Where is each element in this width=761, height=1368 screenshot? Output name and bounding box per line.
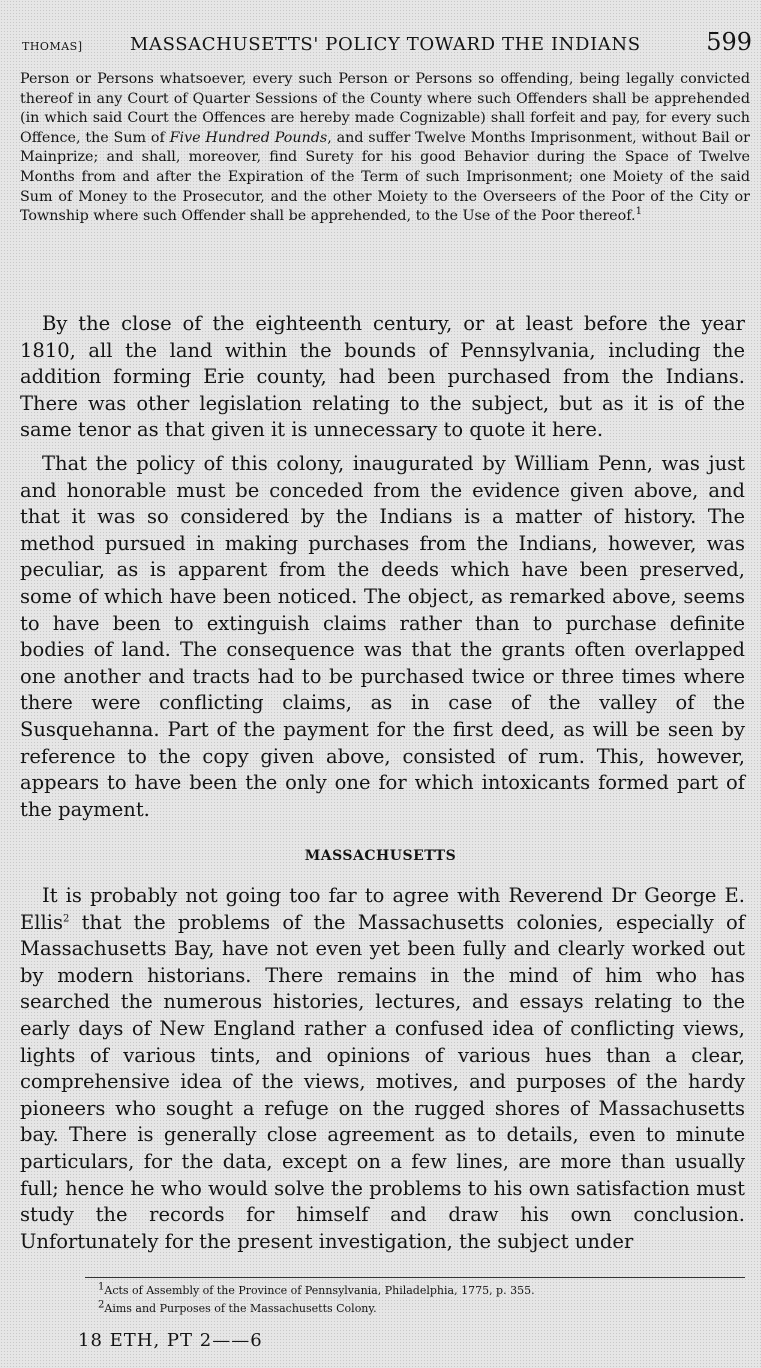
quote-text-part2: , and suffer Twelve Months Imprisonment, without Bail or Mainprize; and shall, moreover, find Surety for his good Behavior during the Space of Twelve Months from and after the Expiration of the Term of such Imprisonment; one Moiety of the said Sum of Money to the Prosecutor, and the other Moiety to the Overseers of the Poor of the City or Township where such Offender shall be apprehended, to the Use of the Poor thereof. [20,129,750,225]
printer-signature: 18 ETH, PT 2——6 [78,1330,263,1351]
footnote-marker: 1 [98,1281,105,1293]
footnote-text: Acts of Assembly of the Province of Pennsylvania, Philadelphia, 1775, p. 355. [104,1284,535,1297]
footnote-text: Aims and Purposes of the Massachusetts Colony. [104,1302,377,1315]
paragraph-text: That the policy of this colony, inaugurated by William Penn, was just and honorable must be conceded from the evidence given above, and that it was so considered by the Indians is a matter of history. The method pursued in making purchases from the Indians, however, was peculiar, as is apparent from the deeds which have been preserved, some of which have been noticed. The object, as remarked above, seems to have been to extinguish claims rather than to purchase definite bodies of land. The consequence was that the grants often overlapped one another and tracts had to be purchased twice or three times where there were conflicting claims, as in case of the valley of the Susquehanna. Part of the payment for the first deed, as will be seen by reference to the copy given above, consisted of rum. This, however, appears to have been the only one for which intoxicants formed part of the payment. [20,452,745,821]
paragraph-pennsylvania-land [20,311,745,444]
page-number: 599 [706,28,752,56]
footnote-divider [85,1277,745,1278]
running-header-title: MASSACHUSETTS' POLICY TOWARD THE INDIANS [130,34,641,55]
section-heading: MASSACHUSETTS [304,848,457,864]
running-header [22,28,752,58]
footnote-marker: 2 [98,1299,105,1311]
paragraph-text: By the close of the eighteenth century, or at least before the year 1810, all the land within the bounds of Pennsylvania, including the addition forming Erie county, had been purchased from the Indians. There was other legislation relating to the subject, but as it is of the same tenor as that given it is unnecessary to quote it here. [20,312,745,442]
quote-text-part1: Person or Persons whatsoever, every such Person or Persons so offending, being legally convicted thereof in any Court of Quarter Sessions of the County where such Offenders shall be apprehended (in which said Court the Offences are hereby made Cognizable) shall forfeit and pay, for every such Offence, the Sum of [20,71,750,146]
footnote-ref-1: 1 [635,206,642,218]
paragraph-text-part1: It is probably not going too far to agree with Reverend Dr George E. Ellis [20,884,745,934]
quoted-statute [20,70,750,227]
paragraph-massachusetts [20,883,745,1255]
paragraph-text-part2: that the problems of the Massachusetts colonies, especially of Massachusetts Bay, have not even yet been fully and clearly worked out by modern historians. There remains in the mind of him who has searched the numerous histories, lectures, and essays relating to the early days of New England rather a confused idea of conflicting views, lights of various tints, and opinions of various hues than a clear, comprehensive idea of the views, motives, and purposes of the hardy pioneers who sought a refuge on the rugged shores of Massachusetts bay. There is generally close agreement as to details, even to minute particulars, for the data, except on a few lines, are more than usually full; hence he who would solve the problems to his own satisfaction must study the records for himself and draw his own conclusion. Unfortunately for the present investigation, the subject under [20,910,745,1253]
running-header-author: THOMAS] [22,40,83,53]
footnote-2 [98,1299,738,1316]
quote-italic-amount: Five Hundred Pounds [169,129,328,146]
footnote-1 [98,1281,738,1298]
footnote-ref-2: 2 [62,913,70,925]
paragraph-penn-policy [20,451,745,823]
